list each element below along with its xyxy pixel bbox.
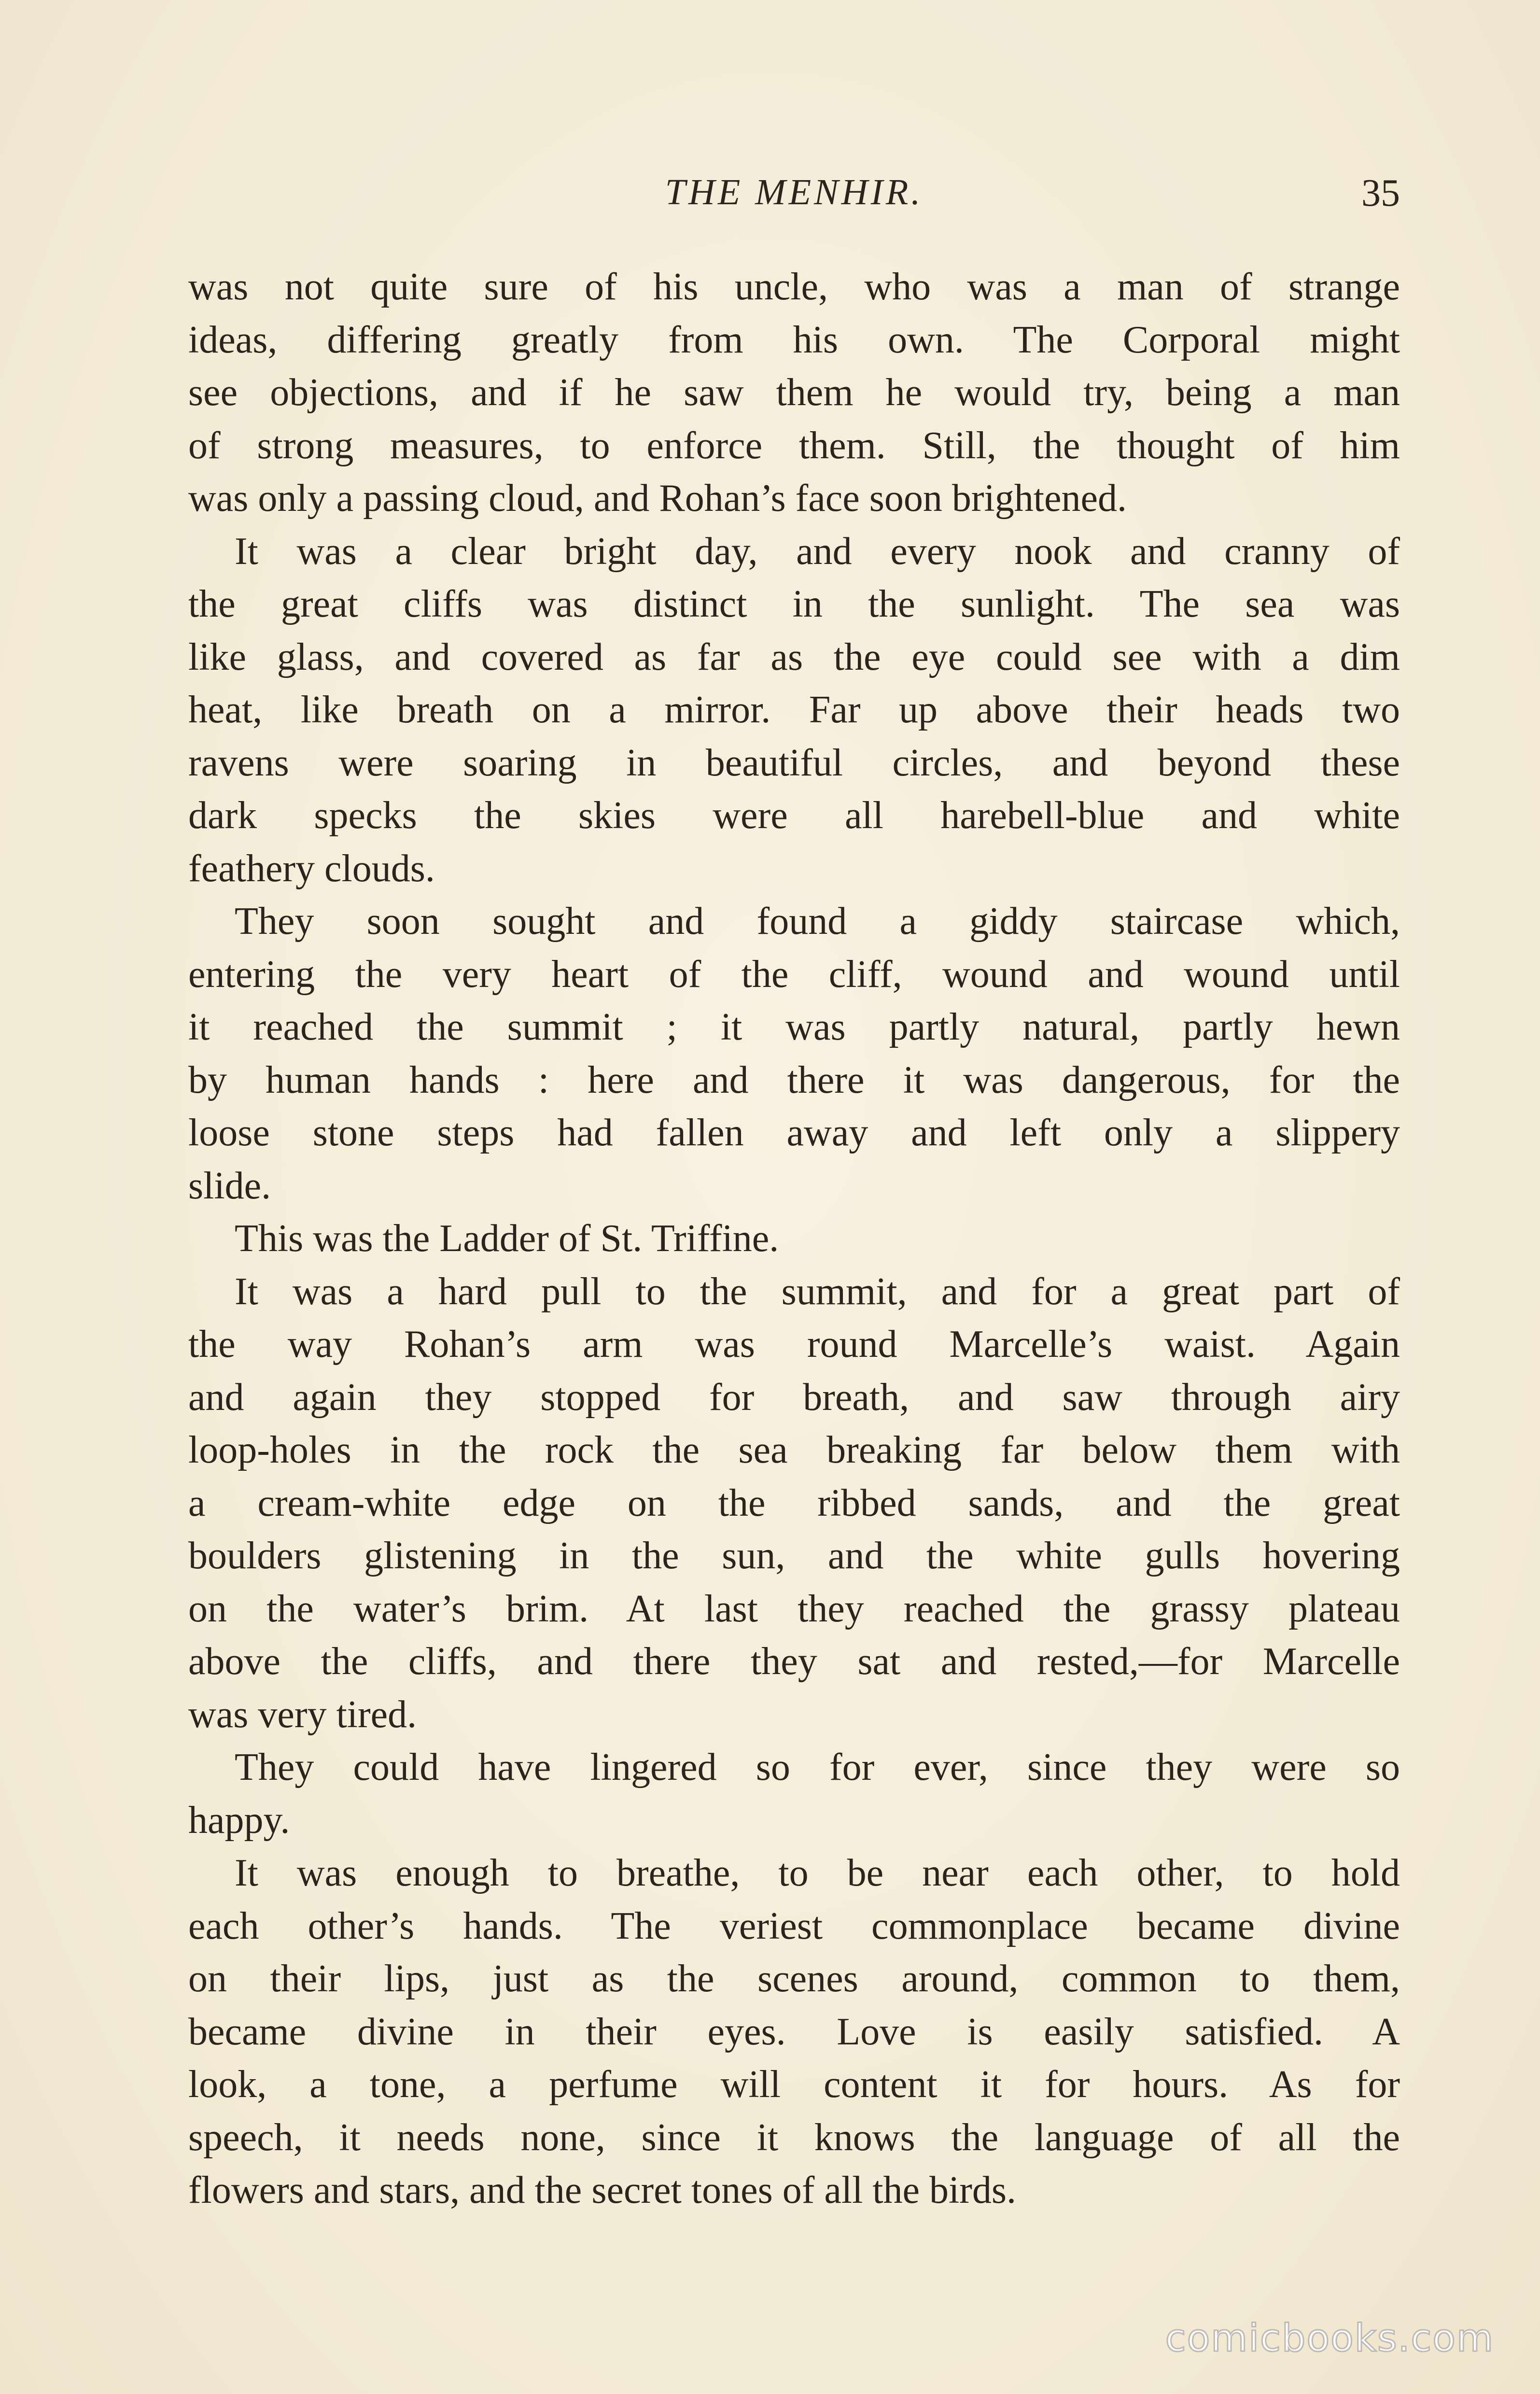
text-line: flowers and stars, and the secret tones of all the birds. <box>188 2169 1017 2211</box>
text-line: was only a passing cloud, and Rohan’s face soon brightened. <box>188 477 1127 520</box>
text-line: They soon sought and found a giddy staircase which, <box>235 900 1400 943</box>
text-line: ravens were soaring in beautiful circles, and beyond these <box>188 741 1400 784</box>
body-text <box>188 261 1400 2217</box>
text-line: was very tired. <box>188 1693 417 1736</box>
text-line: it reached the summit ; it was partly natural, partly hewn <box>188 1006 1400 1048</box>
running-head <box>188 171 1400 225</box>
text-line: like glass, and covered as far as the eye could see with a dim <box>188 635 1400 678</box>
text-line: ideas, differing greatly from his own. The Corporal might <box>188 318 1400 361</box>
text-line: entering the very heart of the cliff, wound and wound until <box>188 953 1400 996</box>
text-line: and again they stopped for breath, and saw through airy <box>188 1376 1400 1419</box>
text-line: the great cliffs was distinct in the sunlight. The sea was <box>188 583 1400 625</box>
watermark: comicbooks.com <box>1165 2317 1494 2360</box>
text-line: speech, it needs none, since it knows the language of all the <box>188 2116 1400 2159</box>
text-line: This was the Ladder of St. Triffine. <box>235 1217 779 1260</box>
text-line: a cream-white edge on the ribbed sands, and the great <box>188 1481 1400 1524</box>
text-line: It was enough to breathe, to be near each other, to hold <box>235 1852 1400 1894</box>
text-line: heat, like breath on a mirror. Far up above their heads two <box>188 689 1400 731</box>
text-line: see objections, and if he saw them he would try, being a man <box>188 371 1400 414</box>
text-line: became divine in their eyes. Love is easily satisfied. A <box>188 2010 1400 2053</box>
text-line: the way Rohan’s arm was round Marcelle’s waist. Again <box>188 1323 1400 1366</box>
text-line: loose stone steps had fallen away and left only a slippery <box>188 1112 1400 1154</box>
text-line: by human hands : here and there it was dangerous, for the <box>188 1058 1400 1101</box>
text-line: slide. <box>188 1164 271 1207</box>
text-line: feathery clouds. <box>188 847 435 890</box>
text-line: each other’s hands. The veriest commonplace became divine <box>188 1904 1400 1947</box>
running-title: THE MENHIR. <box>665 172 924 212</box>
text-line: was not quite sure of his uncle, who was a man of strange <box>188 266 1400 308</box>
text-line: It was a hard pull to the summit, and for a great part of <box>235 1270 1400 1313</box>
text-line: happy. <box>188 1799 290 1842</box>
text-line: on their lips, just as the scenes around, common to them, <box>188 1957 1400 2000</box>
text-line: on the water’s brim. At last they reached the grassy plateau <box>188 1587 1400 1630</box>
text-line: above the cliffs, and there they sat and rested,—for Marcelle <box>188 1640 1400 1683</box>
text-line: loop-holes in the rock the sea breaking far below them with <box>188 1429 1400 1471</box>
text-line: of strong measures, to enforce them. Still, the thought of him <box>188 424 1400 467</box>
text-line: boulders glistening in the sun, and the white gulls hovering <box>188 1535 1400 1577</box>
text-line: They could have lingered so for ever, since they were so <box>235 1746 1400 1788</box>
text-line: It was a clear bright day, and every nook and cranny of <box>235 530 1400 573</box>
text-line: dark specks the skies were all harebell-blue and white <box>188 794 1400 837</box>
page-number: 35 <box>1361 172 1400 214</box>
text-line: look, a tone, a perfume will content it for hours. As for <box>188 2063 1400 2106</box>
